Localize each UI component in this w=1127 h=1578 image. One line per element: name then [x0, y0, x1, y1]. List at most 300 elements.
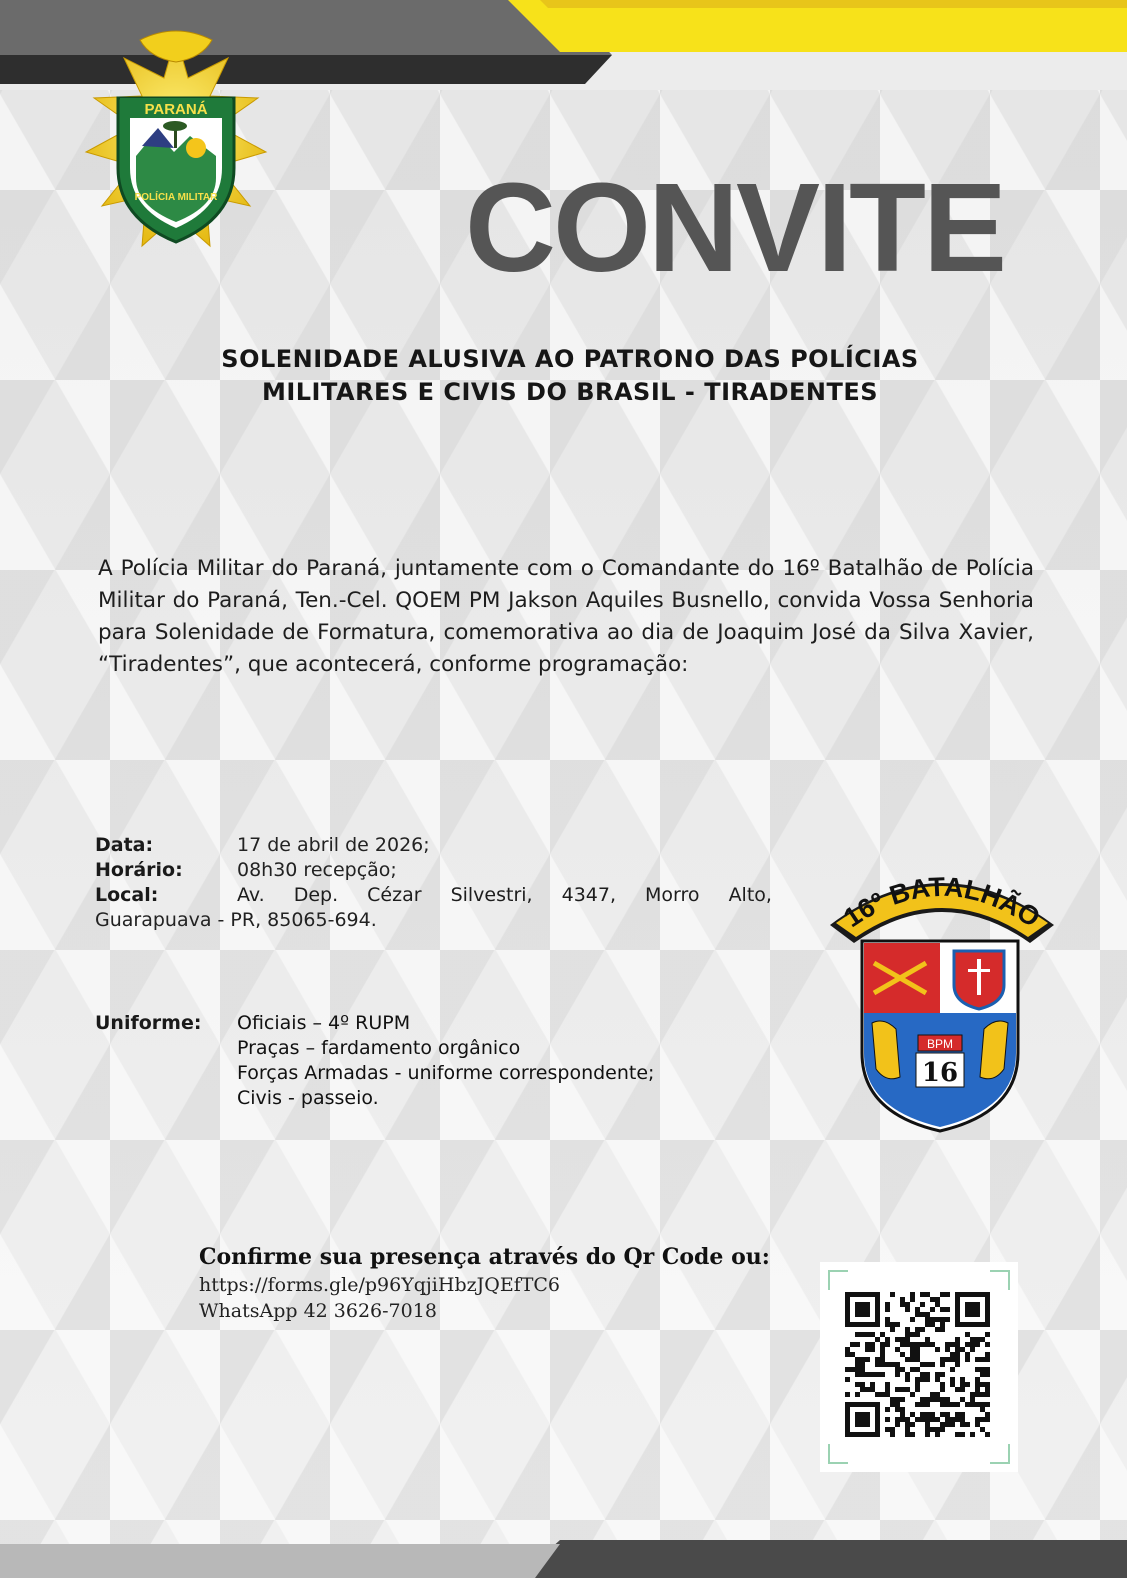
qr-module — [975, 1367, 980, 1372]
bottom-banner — [0, 1518, 1127, 1578]
qr-module — [925, 1362, 930, 1367]
qr-module — [850, 1342, 855, 1347]
qr-module — [910, 1317, 915, 1322]
qr-module — [860, 1362, 865, 1367]
qr-module — [935, 1427, 940, 1432]
qr-module — [945, 1307, 950, 1312]
qr-module — [930, 1362, 935, 1367]
qr-module — [985, 1392, 990, 1397]
qr-module — [925, 1292, 930, 1297]
emblem-text-policia-militar: POLÍCIA MILITAR — [134, 192, 218, 203]
qr-module — [895, 1407, 900, 1412]
qr-module — [945, 1347, 950, 1352]
time-value: 08h30 recepção; — [237, 859, 397, 881]
qr-module — [940, 1382, 945, 1387]
qr-module — [940, 1427, 945, 1432]
qr-module — [905, 1357, 910, 1362]
qr-frame-corner — [828, 1270, 848, 1290]
qr-module — [970, 1342, 975, 1347]
qr-module — [925, 1377, 930, 1382]
qr-module — [900, 1337, 905, 1342]
qr-module — [900, 1367, 905, 1372]
qr-module — [925, 1427, 930, 1432]
qr-module — [880, 1332, 885, 1337]
qr-module — [910, 1292, 915, 1297]
qr-module — [980, 1427, 985, 1432]
qr-module — [885, 1382, 890, 1387]
uniform-item: Praças – fardamento orgânico — [237, 1037, 521, 1059]
location-word: Silvestri, — [450, 884, 533, 906]
qr-module — [925, 1412, 930, 1417]
qr-module — [890, 1402, 895, 1407]
qr-module — [980, 1367, 985, 1372]
qr-module — [925, 1322, 930, 1327]
qr-module — [935, 1392, 940, 1397]
qr-module — [980, 1402, 985, 1407]
pmpr-emblem — [78, 28, 274, 268]
location-word: Cézar — [367, 884, 422, 906]
qr-code[interactable] — [845, 1292, 990, 1437]
qr-module — [960, 1382, 965, 1387]
qr-module — [940, 1397, 945, 1402]
qr-module — [880, 1357, 885, 1362]
qr-module — [870, 1372, 875, 1377]
qr-module — [950, 1342, 955, 1347]
qr-module — [970, 1337, 975, 1342]
qr-module — [925, 1337, 930, 1342]
qr-module — [945, 1342, 950, 1347]
qr-module — [985, 1417, 990, 1422]
qr-module — [930, 1412, 935, 1417]
qr-module — [920, 1417, 925, 1422]
qr-module — [955, 1362, 960, 1367]
qr-module — [885, 1317, 890, 1322]
qr-module — [960, 1412, 965, 1417]
invitation-text: A Polícia Militar do Paraná, juntamente com o Comandante do 16º Batalhão de Polícia Militar do Paraná, Ten.-Cel. QOEM PM Jakson Aquiles Busnello, convida Vossa Senhoria para Solenidade de Formatura, comemorativa ao dia de Joaquim José da Silva Xavier, “Tiradentes”, que acontecerá, conforme programação: — [98, 556, 1034, 677]
qr-module — [890, 1427, 895, 1432]
qr-module — [935, 1417, 940, 1422]
qr-module — [905, 1432, 910, 1437]
qr-module — [905, 1372, 910, 1377]
qr-module — [915, 1387, 920, 1392]
qr-module — [920, 1302, 925, 1307]
qr-module — [890, 1362, 895, 1367]
qr-module — [985, 1352, 990, 1357]
qr-module — [855, 1302, 870, 1317]
qr-module — [855, 1372, 860, 1377]
qr-module — [885, 1322, 890, 1327]
location-word: Morro — [645, 884, 700, 906]
rsvp-title: Confirme sua presença através do Qr Code ou: — [199, 1244, 770, 1270]
qr-module — [980, 1392, 985, 1397]
qr-module — [865, 1372, 870, 1377]
qr-module — [960, 1417, 965, 1422]
qr-module — [980, 1372, 985, 1377]
qr-module — [855, 1332, 860, 1337]
qr-module — [965, 1402, 970, 1407]
qr-module — [935, 1432, 940, 1437]
qr-module — [890, 1432, 895, 1437]
date-row — [95, 833, 785, 858]
qr-module — [870, 1387, 875, 1392]
qr-module — [915, 1417, 920, 1422]
qr-module — [910, 1342, 915, 1347]
qr-module — [905, 1342, 910, 1347]
qr-module — [975, 1357, 980, 1362]
qr-module — [855, 1412, 870, 1427]
time-row — [95, 858, 785, 883]
qr-module — [910, 1297, 915, 1302]
qr-module — [905, 1377, 910, 1382]
qr-module — [985, 1412, 990, 1417]
qr-module — [975, 1392, 980, 1397]
qr-module — [925, 1422, 930, 1427]
uniform-row — [95, 1011, 795, 1111]
qr-module — [880, 1392, 885, 1397]
qr-module — [890, 1327, 895, 1332]
qr-module — [860, 1357, 865, 1362]
qr-module — [895, 1372, 900, 1377]
qr-module — [940, 1322, 945, 1327]
qr-module — [940, 1402, 945, 1407]
qr-module — [975, 1382, 980, 1387]
location-word: 4347, — [561, 884, 617, 906]
qr-module — [970, 1347, 975, 1352]
qr-module — [880, 1372, 885, 1377]
qr-module — [945, 1412, 950, 1417]
uniform-section — [95, 1011, 795, 1111]
location-word: Dep. — [293, 884, 339, 906]
qr-module — [965, 1302, 980, 1317]
event-details — [95, 833, 785, 933]
qr-module — [925, 1372, 930, 1377]
qr-module — [930, 1317, 935, 1322]
qr-module — [855, 1367, 860, 1372]
qr-module — [965, 1352, 970, 1357]
qr-module — [920, 1342, 925, 1347]
qr-module — [985, 1332, 990, 1337]
qr-module — [940, 1412, 945, 1417]
qr-module — [985, 1402, 990, 1407]
qr-frame-corner — [990, 1444, 1010, 1464]
qr-module — [895, 1337, 900, 1342]
qr-module — [940, 1362, 945, 1367]
qr-module — [895, 1347, 900, 1352]
qr-module — [940, 1357, 945, 1362]
qr-module — [900, 1412, 905, 1417]
qr-module — [910, 1347, 915, 1352]
subtitle-line-2: MILITARES E CIVIS DO BRASIL - TIRADENTES — [261, 378, 879, 406]
qr-module — [895, 1362, 900, 1367]
qr-module — [945, 1422, 950, 1427]
qr-module — [855, 1357, 860, 1362]
qr-module — [915, 1327, 920, 1332]
rsvp-link[interactable]: https://forms.gle/p96YqjiHbzJQEfTC6 — [199, 1274, 561, 1296]
qr-module — [980, 1382, 985, 1387]
qr-module — [875, 1372, 880, 1377]
qr-module — [900, 1302, 905, 1307]
qr-module — [885, 1407, 890, 1412]
qr-module — [940, 1422, 945, 1427]
event-subtitle — [120, 343, 1020, 409]
qr-module — [975, 1337, 980, 1342]
qr-module — [885, 1387, 890, 1392]
qr-module — [970, 1402, 975, 1407]
qr-module — [895, 1397, 900, 1402]
uniform-item: Civis - passeio. — [237, 1087, 379, 1109]
qr-module — [935, 1297, 940, 1302]
qr-module — [885, 1302, 890, 1307]
qr-module — [870, 1347, 875, 1352]
qr-module — [865, 1332, 870, 1337]
qr-module — [930, 1307, 935, 1312]
qr-frame-corner — [990, 1270, 1010, 1290]
qr-module — [920, 1372, 925, 1377]
qr-module — [915, 1357, 920, 1362]
qr-module — [900, 1397, 905, 1402]
qr-module — [920, 1292, 925, 1297]
qr-module — [895, 1422, 900, 1427]
qr-module — [975, 1342, 980, 1347]
qr-module — [965, 1332, 970, 1337]
qr-module — [885, 1427, 890, 1432]
qr-module — [985, 1367, 990, 1372]
qr-module — [910, 1367, 915, 1372]
qr-module — [845, 1392, 850, 1397]
qr-module — [925, 1417, 930, 1422]
qr-module — [950, 1417, 955, 1422]
qr-module — [930, 1392, 935, 1397]
qr-module — [905, 1327, 910, 1332]
qr-module — [965, 1382, 970, 1387]
qr-module — [975, 1387, 980, 1392]
uniform-list — [237, 1011, 654, 1111]
location-label: Local: — [95, 884, 159, 906]
qr-module — [895, 1367, 900, 1372]
qr-module — [940, 1372, 945, 1377]
date-label: Data: — [95, 834, 154, 856]
qr-module — [915, 1347, 920, 1352]
qr-module — [935, 1302, 940, 1307]
qr-module — [885, 1417, 890, 1422]
qr-module — [920, 1377, 925, 1382]
qr-module — [935, 1317, 940, 1322]
uniform-label: Uniforme: — [95, 1012, 202, 1034]
qr-module — [900, 1342, 905, 1347]
qr-frame-corner — [828, 1444, 848, 1464]
qr-module — [935, 1377, 940, 1382]
qr-module — [895, 1322, 900, 1327]
battalion-emblem — [826, 863, 1058, 1141]
qr-module — [910, 1432, 915, 1437]
qr-module — [885, 1362, 890, 1367]
qr-module — [875, 1392, 880, 1397]
qr-module — [905, 1337, 910, 1342]
qr-module — [890, 1397, 895, 1402]
date-value: 17 de abril de 2026; — [237, 834, 430, 856]
qr-module — [910, 1332, 915, 1337]
qr-module — [900, 1352, 905, 1357]
qr-module — [860, 1332, 865, 1337]
location-value — [237, 883, 772, 908]
qr-module — [890, 1292, 895, 1297]
qr-module — [945, 1402, 950, 1407]
qr-module — [915, 1312, 920, 1317]
page-title: CONVITE — [465, 157, 1005, 298]
qr-module — [855, 1362, 860, 1367]
qr-module — [920, 1327, 925, 1332]
qr-module — [880, 1342, 885, 1347]
location-word: Av. — [237, 884, 265, 906]
qr-module — [860, 1387, 865, 1392]
qr-module — [910, 1357, 915, 1362]
qr-module — [970, 1432, 975, 1437]
qr-module — [960, 1432, 965, 1437]
qr-module — [895, 1417, 900, 1422]
qr-module — [910, 1412, 915, 1417]
battalion-code-text: BPM — [926, 1037, 954, 1051]
qr-module — [950, 1402, 955, 1407]
qr-module — [915, 1342, 920, 1347]
qr-module — [945, 1417, 950, 1422]
qr-module — [885, 1342, 890, 1347]
qr-module — [985, 1372, 990, 1377]
qr-module — [985, 1432, 990, 1437]
qr-module — [955, 1402, 960, 1407]
qr-module — [915, 1402, 920, 1407]
qr-module — [900, 1407, 905, 1412]
qr-module — [920, 1397, 925, 1402]
qr-module — [865, 1387, 870, 1392]
qr-module — [920, 1312, 925, 1317]
qr-module — [935, 1372, 940, 1377]
qr-module — [855, 1342, 860, 1347]
qr-module — [930, 1322, 935, 1327]
qr-module — [945, 1292, 950, 1297]
qr-module — [945, 1397, 950, 1402]
qr-module — [920, 1402, 925, 1407]
qr-module — [965, 1357, 970, 1362]
qr-module — [950, 1367, 955, 1372]
qr-module — [890, 1322, 895, 1327]
qr-module — [970, 1397, 975, 1402]
qr-module — [915, 1367, 920, 1372]
qr-module — [860, 1372, 865, 1377]
qr-module — [855, 1392, 860, 1397]
qr-module — [955, 1337, 960, 1342]
qr-module — [925, 1397, 930, 1402]
qr-module — [950, 1422, 955, 1427]
qr-module — [905, 1332, 910, 1337]
qr-module — [980, 1407, 985, 1412]
qr-module — [930, 1417, 935, 1422]
qr-module — [865, 1347, 870, 1352]
battalion-banner-path: 16º BATALHÃO — [838, 871, 1046, 934]
qr-module — [915, 1377, 920, 1382]
qr-module — [955, 1347, 960, 1352]
qr-module — [980, 1337, 985, 1342]
qr-module — [895, 1387, 900, 1392]
qr-module — [980, 1357, 985, 1362]
qr-module — [960, 1377, 965, 1382]
qr-module — [930, 1427, 935, 1432]
qr-module — [885, 1392, 890, 1397]
qr-module — [845, 1352, 850, 1357]
qr-module — [845, 1367, 850, 1372]
qr-module — [970, 1392, 975, 1397]
time-label: Horário: — [95, 859, 183, 881]
qr-module — [960, 1347, 965, 1352]
qr-module — [905, 1387, 910, 1392]
qr-code-card[interactable] — [820, 1262, 1018, 1472]
qr-module — [900, 1417, 905, 1422]
qr-module — [935, 1397, 940, 1402]
qr-module — [950, 1377, 955, 1382]
qr-module — [855, 1382, 860, 1387]
qr-module — [860, 1382, 865, 1387]
location-row — [95, 883, 785, 908]
qr-module — [985, 1387, 990, 1392]
qr-module — [955, 1342, 960, 1347]
qr-module — [985, 1382, 990, 1387]
qr-module — [950, 1357, 955, 1362]
qr-module — [875, 1357, 880, 1362]
qr-module — [915, 1352, 920, 1357]
qr-module — [975, 1402, 980, 1407]
qr-module — [955, 1387, 960, 1392]
qr-module — [960, 1397, 965, 1402]
qr-module — [875, 1362, 880, 1367]
qr-module — [945, 1317, 950, 1322]
qr-module — [930, 1397, 935, 1402]
qr-module — [955, 1412, 960, 1417]
qr-module — [940, 1327, 945, 1332]
qr-module — [940, 1307, 945, 1312]
qr-module — [930, 1342, 935, 1347]
qr-module — [900, 1297, 905, 1302]
qr-module — [910, 1392, 915, 1397]
qr-module — [910, 1422, 915, 1427]
qr-module — [935, 1347, 940, 1352]
qr-module — [870, 1332, 875, 1337]
qr-module — [975, 1417, 980, 1422]
qr-module — [925, 1432, 930, 1437]
qr-module — [940, 1292, 945, 1297]
qr-module — [880, 1352, 885, 1357]
qr-module — [960, 1387, 965, 1392]
qr-module — [980, 1417, 985, 1422]
qr-module — [925, 1317, 930, 1322]
qr-module — [955, 1352, 960, 1357]
qr-module — [935, 1327, 940, 1332]
location-word: Alto, — [728, 884, 772, 906]
qr-module — [965, 1422, 970, 1427]
qr-module — [950, 1352, 955, 1357]
uniform-item: Oficiais – 4º RUPM — [237, 1012, 411, 1034]
qr-module — [905, 1417, 910, 1422]
qr-module — [880, 1347, 885, 1352]
qr-module — [910, 1352, 915, 1357]
qr-module — [845, 1377, 850, 1382]
qr-module — [860, 1367, 865, 1372]
qr-module — [975, 1422, 980, 1427]
qr-module — [925, 1402, 930, 1407]
qr-module — [865, 1357, 870, 1362]
qr-module — [905, 1307, 910, 1312]
qr-module — [880, 1362, 885, 1367]
qr-module — [940, 1387, 945, 1392]
qr-module — [960, 1422, 965, 1427]
